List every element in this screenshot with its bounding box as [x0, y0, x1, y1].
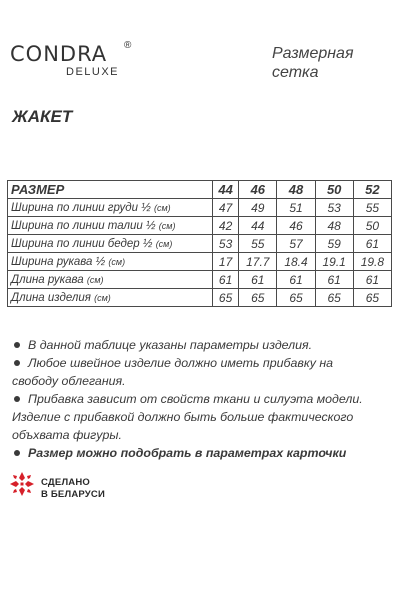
note-text-continued: Изделие с прибавкой должно быть больше фактического объхвата фигуры.: [12, 410, 354, 442]
size-chart-heading-line2: сетка: [272, 64, 319, 81]
measure-value: 65: [315, 289, 353, 307]
measure-value: 55: [353, 199, 391, 217]
measure-value: 59: [315, 235, 353, 253]
measure-value: 17: [213, 253, 239, 271]
measure-value: 50: [353, 217, 391, 235]
size-chart-heading-line1: Размерная: [272, 45, 354, 62]
measure-unit: (см): [94, 292, 111, 303]
note-text: Размер можно подобрать в параметрах карточки: [28, 446, 347, 460]
size-header-cell: 48: [277, 181, 315, 199]
measure-value: 46: [277, 217, 315, 235]
note-item: [12, 336, 388, 354]
size-header-cell: 46: [239, 181, 277, 199]
measure-value: 53: [213, 235, 239, 253]
measure-value: 61: [315, 271, 353, 289]
measure-unit: (см): [155, 238, 173, 249]
badge-text: [41, 477, 105, 501]
measure-value: 61: [353, 271, 391, 289]
measure-label-text: Ширина по линии бедер ½: [11, 237, 153, 250]
measure-label-text: Длина рукава: [11, 273, 84, 286]
brand-logo: [10, 42, 140, 82]
measure-value: 61: [213, 271, 239, 289]
measure-value: 51: [277, 199, 315, 217]
measure-label-text: Длина изделия: [11, 291, 91, 304]
measure-value: 65: [239, 289, 277, 307]
measure-value: 49: [239, 199, 277, 217]
measure-value: 61: [239, 271, 277, 289]
bullet-icon: [14, 342, 20, 348]
measure-value: 44: [239, 217, 277, 235]
size-table-row: [8, 289, 392, 307]
size-chart-heading: [272, 44, 392, 82]
note-item: [12, 390, 388, 444]
measure-label-text: Ширина по линии груди ½: [11, 201, 151, 214]
measure-unit: (см): [108, 256, 126, 267]
made-in-belarus-badge: [8, 470, 118, 510]
measure-unit: (см): [86, 274, 104, 285]
measure-label: [8, 289, 213, 307]
measure-value: 42: [213, 217, 239, 235]
note-item: [12, 444, 388, 462]
size-header-cell: 52: [353, 181, 391, 199]
measure-unit: (см): [153, 202, 171, 213]
bullet-icon: [14, 450, 20, 456]
badge-line2: В БЕЛАРУСИ: [41, 489, 106, 500]
measure-value: 47: [213, 199, 239, 217]
measure-label: [8, 235, 213, 253]
measure-value: 61: [353, 235, 391, 253]
size-table-row: [8, 271, 392, 289]
size-table-row: [8, 199, 392, 217]
measure-label-text: Ширина по линии талии ½: [11, 219, 156, 232]
badge-line1: СДЕЛАНО: [41, 477, 91, 488]
product-title: ЖАКЕТ: [12, 107, 73, 126]
measure-label-text: Ширина рукава ½: [11, 255, 106, 268]
brand-name: CONDRA: [10, 42, 108, 66]
size-table-header-row: [8, 181, 392, 199]
measure-value: 18.4: [277, 253, 315, 271]
size-header-label: РАЗМЕР: [8, 181, 213, 199]
registered-mark: ®: [124, 40, 132, 51]
measure-value: 53: [315, 199, 353, 217]
measure-label: [8, 253, 213, 271]
notes-list: [12, 336, 388, 462]
note-text-continued: свободу облегания.: [12, 374, 126, 388]
belarus-ornament-icon: [8, 470, 36, 498]
measure-value: 17.7: [239, 253, 277, 271]
brand-sub: DELUXE: [66, 66, 120, 78]
size-table: [7, 180, 392, 307]
measure-label: [8, 217, 213, 235]
bullet-icon: [14, 360, 20, 366]
measure-value: 55: [239, 235, 277, 253]
bullet-icon: [14, 396, 20, 402]
size-table-row: [8, 217, 392, 235]
size-table-row: [8, 253, 392, 271]
size-header-cell: 44: [213, 181, 239, 199]
measure-value: 65: [353, 289, 391, 307]
measure-value: 57: [277, 235, 315, 253]
measure-label: [8, 271, 213, 289]
measure-value: 65: [277, 289, 315, 307]
note-text: Любое швейное изделие должно иметь прибавку на: [28, 356, 334, 370]
note-text: Прибавка зависит от свойств ткани и силуэта модели.: [28, 392, 363, 406]
measure-unit: (см): [158, 220, 176, 231]
measure-value: 65: [213, 289, 239, 307]
size-header-cell: 50: [315, 181, 353, 199]
note-text: В данной таблице указаны параметры изделия.: [28, 338, 313, 352]
note-item: [12, 354, 388, 390]
size-table-row: [8, 235, 392, 253]
measure-label: [8, 199, 213, 217]
measure-value: 19.8: [353, 253, 391, 271]
measure-value: 48: [315, 217, 353, 235]
measure-value: 19.1: [315, 253, 353, 271]
measure-value: 61: [277, 271, 315, 289]
